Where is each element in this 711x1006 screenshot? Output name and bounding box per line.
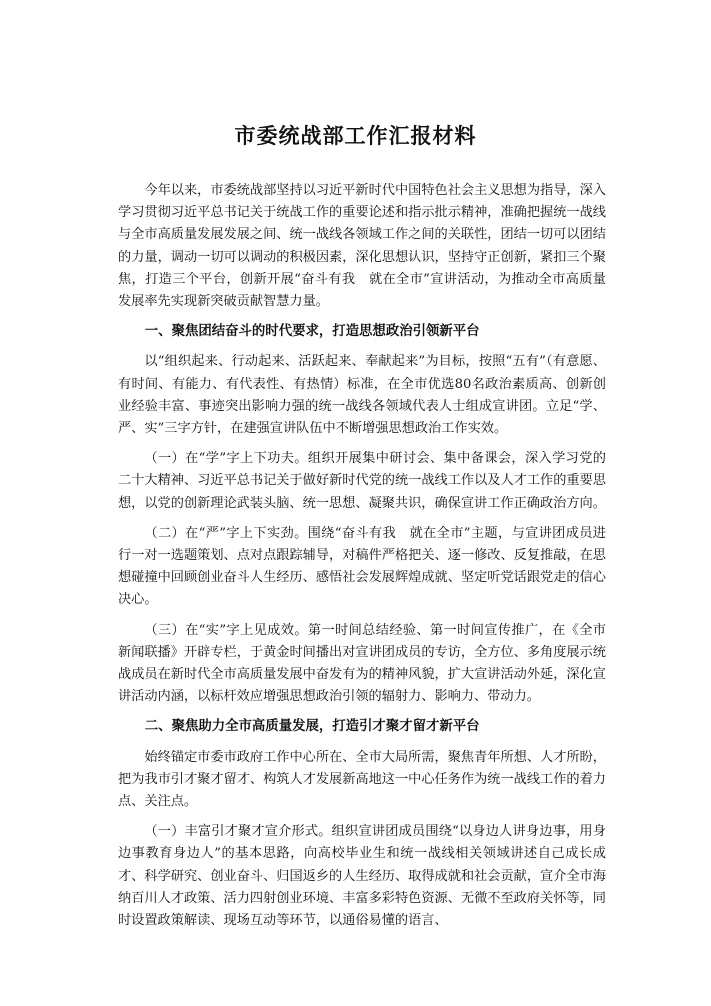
paragraph: 始终锚定市委市政府工作中心所在、全市大局所需，聚焦青年所想、人才所盼，把为我市引才聚才留才、构筑人才发展新高地这一中心任务作为统一战线工作的着力点、关注点。 (118, 749, 606, 810)
paragraph-intro: 今年以来，市委统战部坚持以习近平新时代中国特色社会主义思想为指导，深入学习贯彻习近平总书记关于统战工作的重要论述和指示批示精神，准确把握统一战线与全市高质量发展发展之间、统一战线各领域工作之间的关联性，团结一切可以团结的力量，调动一切可以调动的积极因素，深化思想认识，坚持守正创新，紧扣三个聚焦，打造三个平台，创新开展“奋斗有我 就在全市”宣讲活动，为推动全市高质量发展率先实现新突破贡献智慧力量。 (118, 183, 606, 310)
paragraph: （三）在“实”字上见成效。第一时间总结经验、第一时间宣传推广，在《全市新闻联播》开辟专栏，于黄金时间播出对宣讲团成员的专访，全方位、多角度展示统战成员在新时代全市高质量发展中奋发有为的精神风貌，扩大宣讲活动外延，深化宣讲活动内涵，以标杆效应增强思想政治引领的辐射力、影响力、带动力。 (118, 622, 606, 705)
paragraph: （二）在“严”字上下实劲。围绕“奋斗有我 就在全市”主题，与宣讲团成员进行一对一选题策划、点对点跟踪辅导，对稿件严格把关、逐一修改、反复推敲，在思想碰撞中回顾创业奋斗人生经历、感悟社会发展辉煌成就、坚定听党话跟党走的信心决心。 (118, 525, 606, 608)
section-heading-2: 二、聚焦助力全市高质量发展，打造引才聚才留才新平台 (144, 719, 480, 735)
section-heading-1: 一、聚焦团结奋斗的时代要求，打造思想政治引领新平台 (144, 324, 480, 340)
document-title: 市委统战部工作汇报材料 (234, 124, 477, 148)
paragraph: 以“组织起来、行动起来、活跃起来、奉献起来”为目标，按照“五有”（有意愿、有时间、有能力、有代表性、有热情）标准，在全市优选80名政治素质高、创新创业经验丰富、事迹突出影响力强的统一战线各领域代表人士组成宣讲团。立足“学、严、实”三字方针，在建强宣讲队伍中不断增强思想政治工作实效。 (118, 354, 606, 437)
paragraph: （一）丰富引才聚才宣介形式。组织宣讲团成员围绕“以身边人讲身边事，用身边事教育身边人”的基本思路，向高校毕业生和统一战线相关领域讲述自己成长成才、科学研究、创业奋斗、归国返乡的人生经历、取得成就和社会贡献，宣介全市海纳百川人才政策、活力四射创业环境、丰富多彩特色资源、无微不至政府关怀等，同时设置政策解读、现场互动等环节，以通俗易懂的语言、 (118, 824, 606, 929)
paragraph: （一）在“学”字上下功夫。组织开展集中研讨会、集中备课会，深入学习党的二十大精神、习近平总书记关于做好新时代党的统一战线工作以及人才工作的重要思想，以党的创新理论武装头脑、统一思想、凝聚共识，确保宣讲工作正确政治方向。 (118, 451, 606, 511)
document-body (118, 180, 606, 940)
